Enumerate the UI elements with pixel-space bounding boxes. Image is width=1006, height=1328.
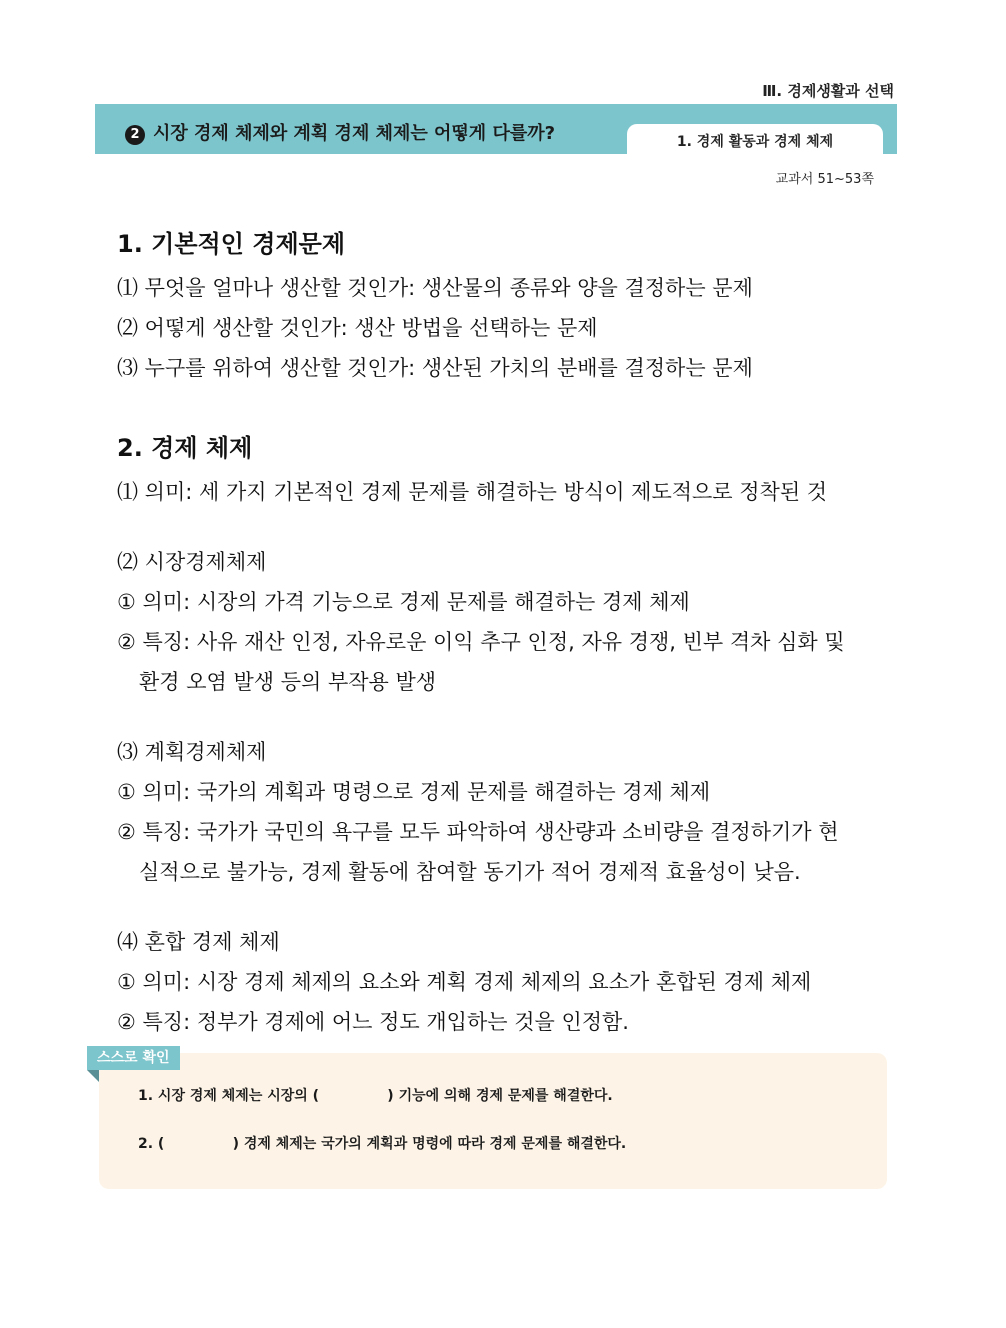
- section2-heading: 2. 경제 체제: [117, 434, 253, 462]
- textbook-pages: 교과서 51~53쪽: [775, 172, 874, 187]
- section-tab: 1. 경제 활동과 경제 체제: [627, 124, 883, 154]
- lesson-banner: [95, 104, 897, 154]
- mixed-economy-feature: ② 특징: 정부가 경제에 어느 정도 개입하는 것을 인정함.: [117, 1010, 629, 1034]
- planned-economy-feature: ② 특징: 국가가 국민의 욕구를 모두 파악하여 생산량과 소비량을 결정하기가 현: [117, 820, 839, 844]
- self-check-tag-fold: [87, 1070, 99, 1082]
- mixed-economy-title: ⑷ 혼합 경제 체제: [117, 930, 280, 954]
- self-check-label: 스스로 확인: [87, 1046, 180, 1070]
- section1-heading: 1. 기본적인 경제문제: [117, 230, 345, 258]
- unit-label: Ⅲ. 경제생활과 선택: [762, 82, 894, 100]
- self-check-question-1: 1. 시장 경제 체제는 시장의 ( ) 기능에 의해 경제 문제를 해결한다.: [138, 1088, 613, 1104]
- planned-economy-meaning: ① 의미: 국가의 계획과 명령으로 경제 문제를 해결하는 경제 체제: [117, 780, 711, 804]
- lesson-title: [125, 119, 555, 145]
- market-economy-feature-cont: 환경 오염 발생 등의 부작용 발생: [139, 670, 437, 694]
- planned-economy-feature-cont: 실적으로 불가능, 경제 활동에 참여할 동기가 적어 경제적 효율성이 낮음.: [139, 860, 801, 884]
- market-economy-meaning: ① 의미: 시장의 가격 기능으로 경제 문제를 해결하는 경제 체제: [117, 590, 690, 614]
- planned-economy-title: ⑶ 계획경제체제: [117, 740, 267, 764]
- section1-item: ⑶ 누구를 위하여 생산할 것인가: 생산된 가치의 분배를 결정하는 문제: [117, 356, 753, 380]
- mixed-economy-meaning: ① 의미: 시장 경제 체제의 요소와 계획 경제 체제의 요소가 혼합된 경제 체제: [117, 970, 812, 994]
- self-check-question-2: 2. ( ) 경제 체제는 국가의 계획과 명령에 따라 경제 문제를 해결한다.: [138, 1136, 627, 1152]
- section1-item: ⑵ 어떻게 생산할 것인가: 생산 방법을 선택하는 문제: [117, 316, 598, 340]
- economic-system-meaning: ⑴ 의미: 세 가지 기본적인 경제 문제를 해결하는 방식이 제도적으로 정착된 것: [117, 480, 828, 504]
- self-check-box: [99, 1053, 887, 1189]
- market-economy-title: ⑵ 시장경제체제: [117, 550, 267, 574]
- lesson-number-badge: 2: [125, 125, 145, 145]
- main-content: [117, 226, 897, 1042]
- section1-item: ⑴ 무엇을 얼마나 생산할 것인가: 생산물의 종류와 양을 결정하는 문제: [117, 276, 753, 300]
- market-economy-feature: ② 특징: 사유 재산 인정, 자유로운 이익 추구 인정, 자유 경쟁, 빈부 격차 심화 및: [117, 630, 845, 654]
- lesson-title-text: 시장 경제 체제와 계획 경제 체제는 어떻게 다를까?: [153, 123, 556, 144]
